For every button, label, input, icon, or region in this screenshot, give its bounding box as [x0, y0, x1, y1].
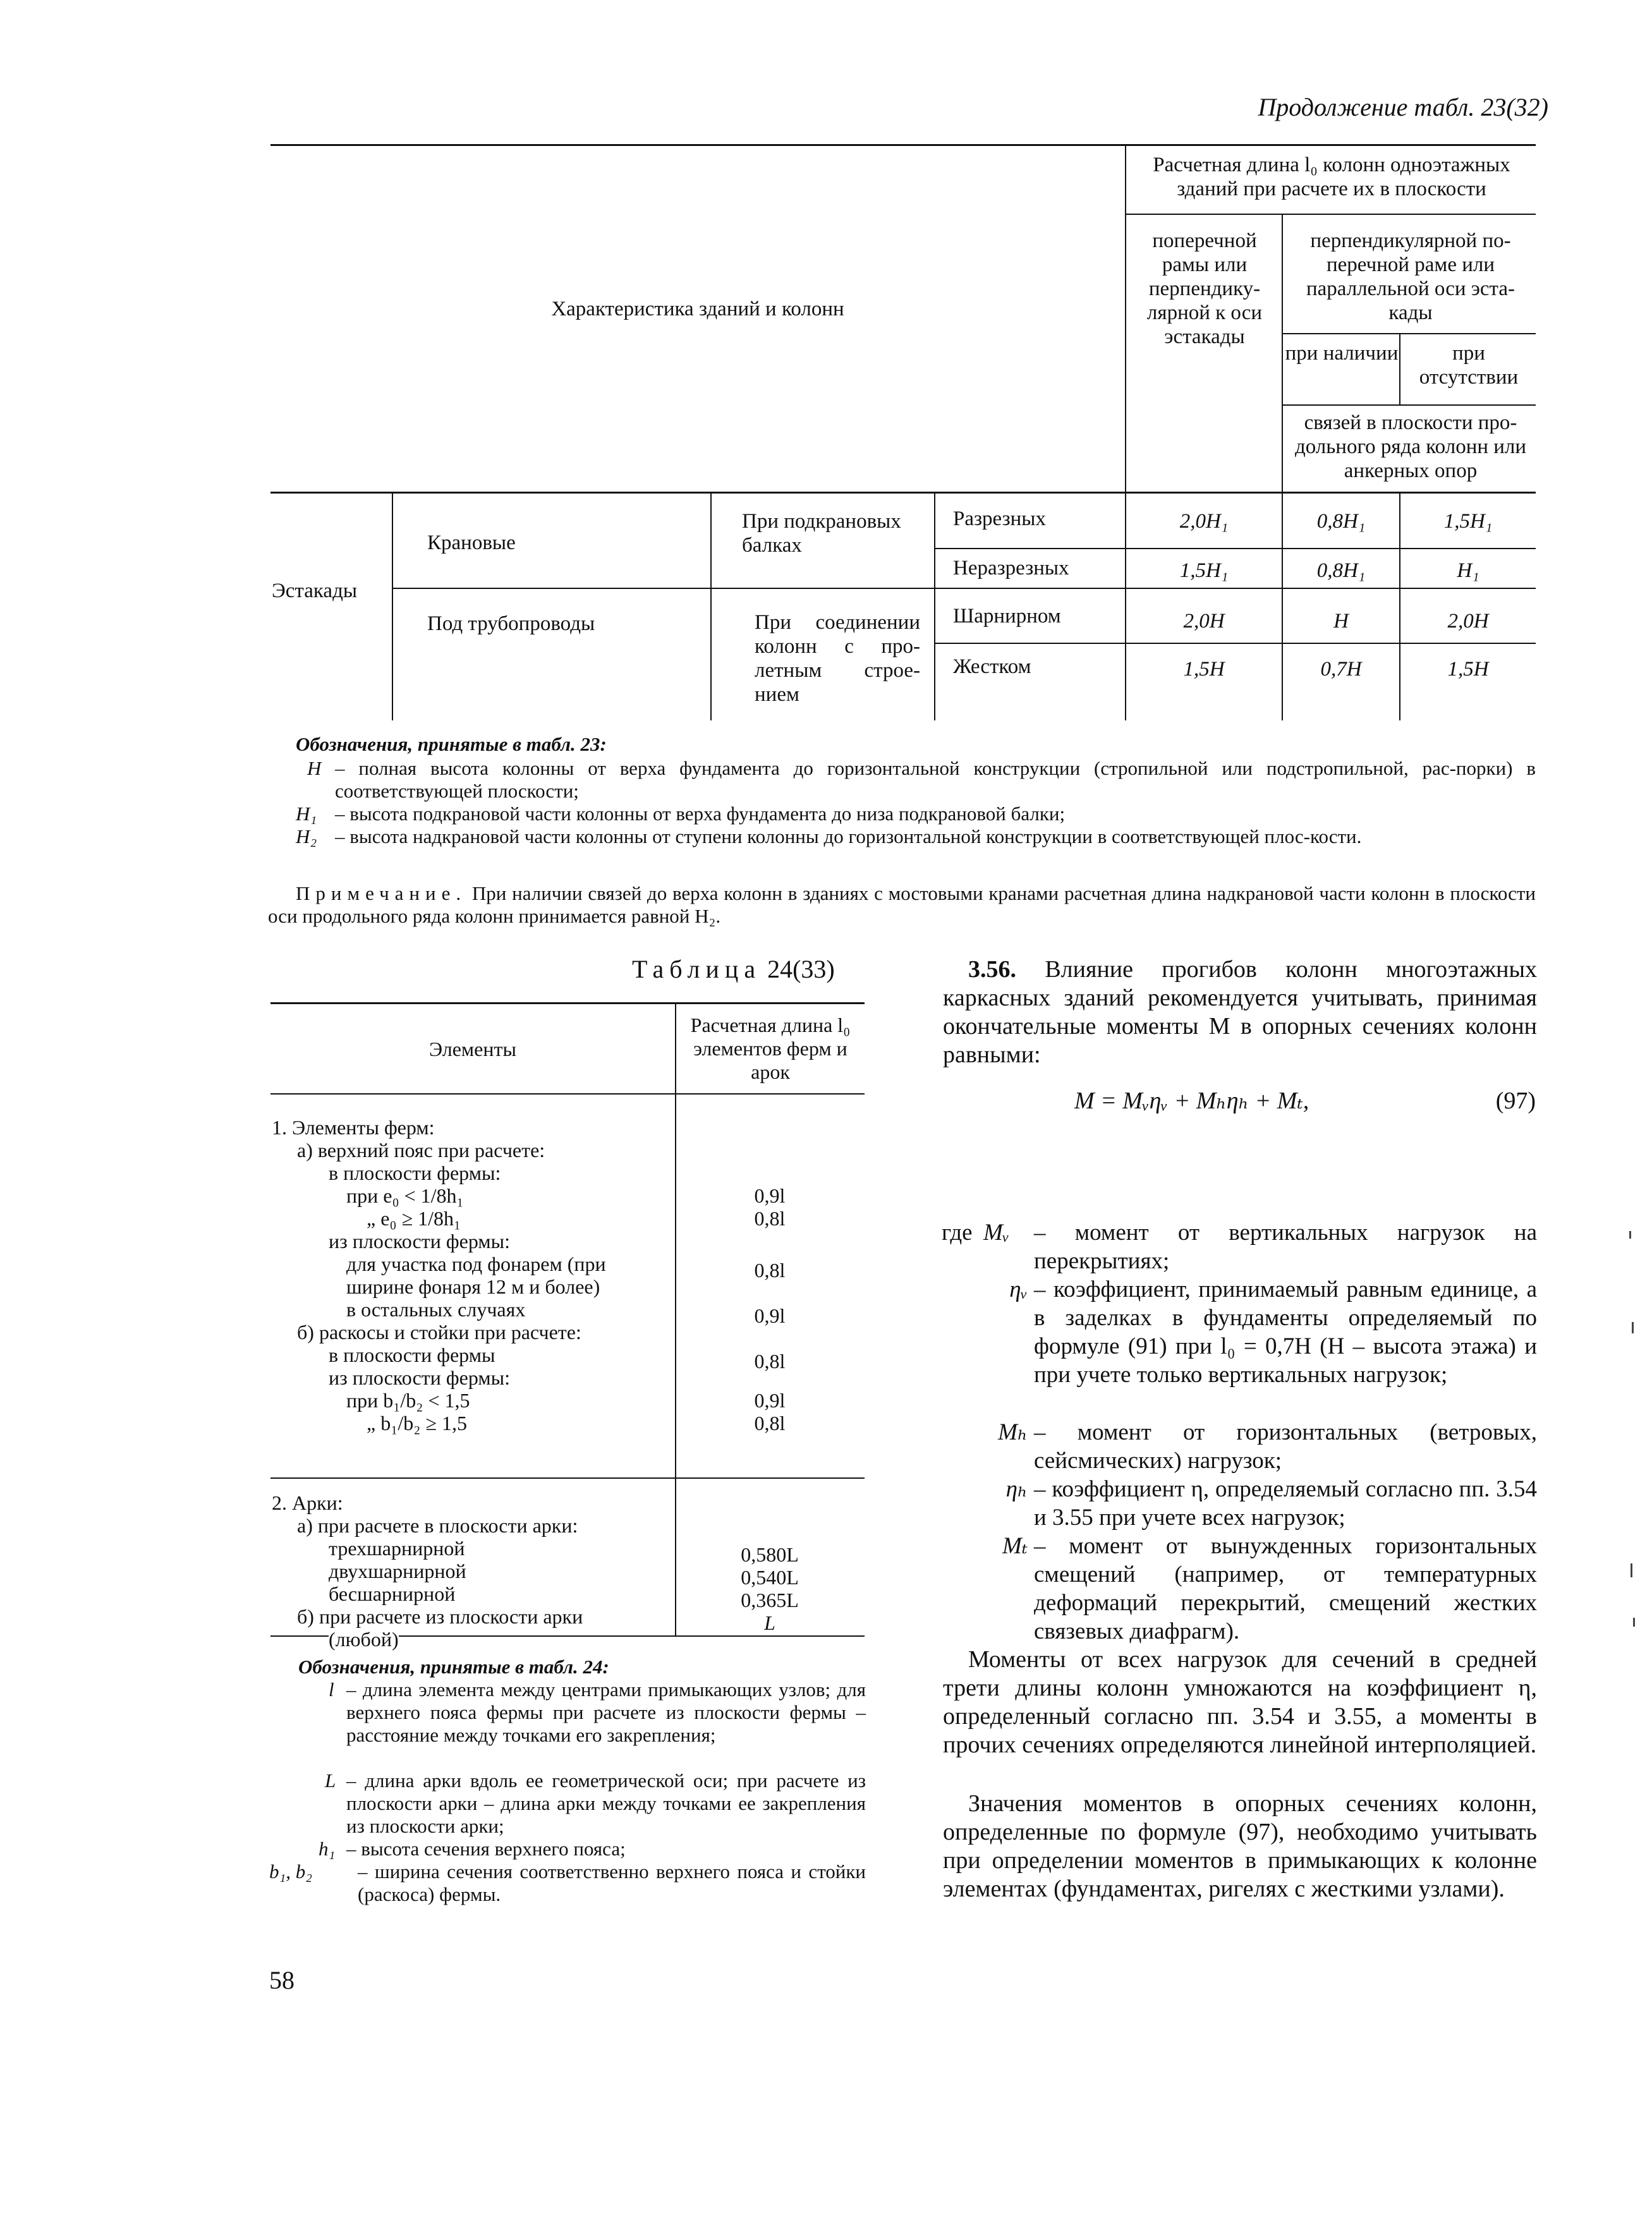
legend-text: – коэффициент, принимаемый равным единице, а в заделках в фундаменты определяемый по формуле (91) при l₀ = 0,7H (H – высота этажа) и при учете только вертикальных нагрузок;	[1034, 1277, 1537, 1388]
legend-text: – момент от вынужденных горизонтальных смещений (например, от температурных деформаций перекрытий, смещений жестких связевых диафрагм).	[1034, 1533, 1537, 1644]
table-row: для участка под фонарем (при	[346, 1252, 606, 1275]
table-cell: 0,8H₁	[1316, 559, 1366, 582]
table-row: в плоскости фермы:	[329, 1161, 501, 1184]
table-cell: 1,5H	[1447, 658, 1489, 681]
table-24-title	[632, 954, 835, 984]
remark-text: При наличии связей до верха колонн в зданиях с мостовыми кранами расчетная длина надкрановой части колонн в плоскости оси продольного ряда колонн принимается равной H₂.	[268, 882, 1536, 927]
scan-mark	[1629, 1231, 1631, 1239]
paragraph-2: Значения моментов в опорных сечениях колонн, определенные по формуле (97), необходимо учитывать при определении моментов в примыкающих к колонне элементах (фундаментах, ригелях с жесткими узлами).	[943, 1790, 1537, 1902]
section-intro	[943, 955, 1537, 1069]
table-value: 0,9l	[754, 1304, 786, 1327]
remark-label: Примечание.	[296, 882, 467, 904]
note-text: – высота сечения верхнего пояса;	[346, 1838, 626, 1860]
pipe-sub: При соединении колонн с про-летным строе-нием	[755, 611, 920, 706]
pipe-label: Под трубопроводы	[427, 612, 595, 635]
section-number: 3.56.	[968, 956, 1016, 983]
table-cell: 2,0H	[1183, 610, 1225, 633]
table-row-type: Шарнирном	[953, 605, 1061, 628]
table-cell: 1,5H₁	[1179, 559, 1229, 582]
table-row: из плоскости фермы:	[329, 1230, 510, 1252]
col-elements: Элементы	[429, 1038, 516, 1060]
paragraph-1: Моменты от всех нагрузок для сечений в средней трети длины колонн умножаются на коэффициент η, определенный согласно пп. 3.54 и 3.55, а моменты в прочих сечениях определяются линейной интерполяцией.	[943, 1646, 1537, 1758]
table-row: при e₀ < 1/8h₁	[346, 1184, 464, 1207]
table-value: 0,9l	[754, 1389, 786, 1412]
formula-number: (97)	[1495, 1088, 1536, 1114]
table-row: а) при расчете в плоскости арки:	[297, 1514, 578, 1537]
note-symbol: h₁	[319, 1838, 336, 1860]
table-row: „ e₀ ≥ 1/8h₁	[367, 1207, 461, 1230]
legend-text: – момент от горизонтальных (ветровых, сейсмических) нагрузок;	[1034, 1419, 1537, 1474]
table-cell: 2,0H₁	[1179, 510, 1229, 533]
table-row: а) верхний пояс при расчете:	[297, 1139, 545, 1161]
note-symbol: l	[329, 1678, 334, 1701]
table-row: из плоскости фермы:	[329, 1366, 510, 1389]
table-cell: H₁	[1457, 559, 1479, 582]
table-row: при b₁/b₂ < 1,5	[346, 1389, 470, 1412]
note-symbol: H₁	[296, 803, 317, 825]
table-cell: 1,5H	[1183, 658, 1225, 681]
table-row: двухшарнирной	[329, 1560, 466, 1582]
notes-24-title: Обозначения, принятые в табл. 24:	[298, 1656, 609, 1678]
col-length: Расчетная длина l₀ элементов ферм и арок	[690, 1014, 851, 1083]
table-row: 1. Элементы ферм:	[272, 1116, 435, 1139]
notes-23-title: Обозначения, принятые в табл. 23:	[296, 733, 607, 755]
note-text: – ширина сечения соответственно верхнего пояса и стойки (раскоса) фермы.	[358, 1860, 866, 1905]
table-cell: 0,7H	[1320, 658, 1362, 681]
page-number: 58	[269, 1966, 295, 1994]
note-symbol: L	[325, 1769, 336, 1792]
scan-mark	[1632, 1322, 1634, 1333]
table-value: 0,8l	[754, 1412, 786, 1434]
col-transverse: поперечной рамы или перпендику-лярной к оси эстакады	[1146, 229, 1263, 348]
table-row: в остальных случаях	[346, 1298, 526, 1321]
continuation-header: Продолжение табл. 23(32)	[1258, 93, 1548, 121]
group-label: Эстакады	[272, 579, 358, 602]
legend-symbol: ηₕ	[1005, 1476, 1028, 1502]
table-row: в плоскости фермы	[329, 1343, 495, 1366]
crane-sub: При подкрановых балках	[742, 510, 901, 557]
col-group-header: Расчетная длина l₀ колонн одноэтажных зданий при расчете их в плоскости	[1153, 154, 1510, 200]
table-row: „ b₁/b₂ ≥ 1,5	[367, 1412, 467, 1434]
section-intro-text: Влияние прогибов колонн многоэтажных каркасных зданий рекомендуется учитывать, принимая окончательные моменты M в опорных сечениях колонн равными:	[943, 956, 1538, 1068]
legend-text: – момент от вертикальных нагрузок на перекрытиях;	[1034, 1220, 1537, 1274]
table-value: 0,540L	[741, 1566, 799, 1589]
scan-mark	[1633, 1618, 1635, 1627]
table-row-type: Неразрезных	[953, 557, 1069, 579]
formula: M = Mᵥηᵥ + Mₕηₕ + Mₜ,	[1074, 1088, 1309, 1114]
table-row: бесшарнирной	[329, 1582, 456, 1605]
table-row: 2. Арки:	[272, 1491, 343, 1514]
legend-symbol: Mₕ	[998, 1419, 1028, 1445]
table-row: (любой)	[329, 1628, 399, 1651]
crane-label: Крановые	[427, 531, 516, 554]
table-value: 0,8l	[754, 1207, 786, 1230]
note-symbol: H₂	[296, 825, 317, 847]
table-value: 0,8l	[754, 1259, 786, 1282]
col-bracing-note: связей в плоскости про-дольного ряда колонн или анкерных опор	[1294, 411, 1527, 482]
scan-mark	[1631, 1563, 1632, 1577]
legend-symbol: Mᵥ	[983, 1220, 1010, 1246]
table-value: 0,9l	[754, 1184, 786, 1207]
table-row: трехшарнирной	[329, 1537, 465, 1560]
col-without-bracing: при отсутствии	[1419, 342, 1519, 389]
legend-text: – коэффициент η, определяемый согласно пп. 3.54 и 3.55 при учете всех нагрузок;	[1034, 1476, 1537, 1531]
table-value: 0,8l	[754, 1350, 786, 1373]
legend-where: где	[942, 1220, 973, 1246]
note-text: – высота надкрановой части колонны от ступени колонны до горизонтальной конструкции в соответствующей плос-кости.	[335, 825, 1362, 847]
table-value: 0,580L	[741, 1543, 799, 1566]
note-text: – длина элемента между центрами примыкающих узлов; для верхнего пояса фермы при расчете из плоскости фермы – расстояние между точками его закрепления;	[346, 1678, 866, 1746]
table-row-type: Жестком	[953, 655, 1031, 678]
table-24-title-num: 24(33)	[767, 955, 835, 983]
table-cell: H	[1333, 610, 1349, 633]
legend-symbol: Mₜ	[1002, 1533, 1028, 1559]
table-row: б) раскосы и стойки при расчете:	[297, 1321, 581, 1343]
table-row-type: Разрезных	[953, 507, 1046, 530]
table-value: 0,365L	[741, 1589, 799, 1611]
col-with-bracing: при наличии	[1285, 342, 1399, 365]
table-row: б) при расчете из плоскости арки	[297, 1605, 583, 1628]
table-cell: 2,0H	[1447, 610, 1489, 633]
table-cell: 0,8H₁	[1316, 510, 1366, 533]
note-text: – высота подкрановой части колонны от верха фундамента до низа подкрановой балки;	[335, 803, 1066, 825]
note-text: – полная высота колонны от верха фундамента до горизонтальной конструкции (стропильной или подстропильной, рас-порки) в соответствующей плоскости;	[335, 757, 1536, 802]
table-value: L	[764, 1611, 775, 1634]
note-symbol: H	[307, 757, 322, 779]
table-cell: 1,5H₁	[1443, 510, 1493, 533]
row-header: Характеристика зданий и колонн	[551, 298, 844, 320]
note-symbol: b₁, b₂	[269, 1860, 313, 1883]
table-row: ширине фонаря 12 м и более)	[346, 1275, 600, 1298]
col-longitudinal: перпендикулярной по-перечной раме или параллельной оси эста-кады	[1306, 229, 1515, 324]
note-text: – длина арки вдоль ее геометрической оси; при расчете из плоскости арки – длина арки между точками ее закрепления из плоскости арки;	[346, 1769, 866, 1837]
legend-symbol: ηᵥ	[1009, 1277, 1028, 1302]
table-24-title-word: Таблица	[632, 955, 762, 983]
remark	[268, 882, 1536, 928]
